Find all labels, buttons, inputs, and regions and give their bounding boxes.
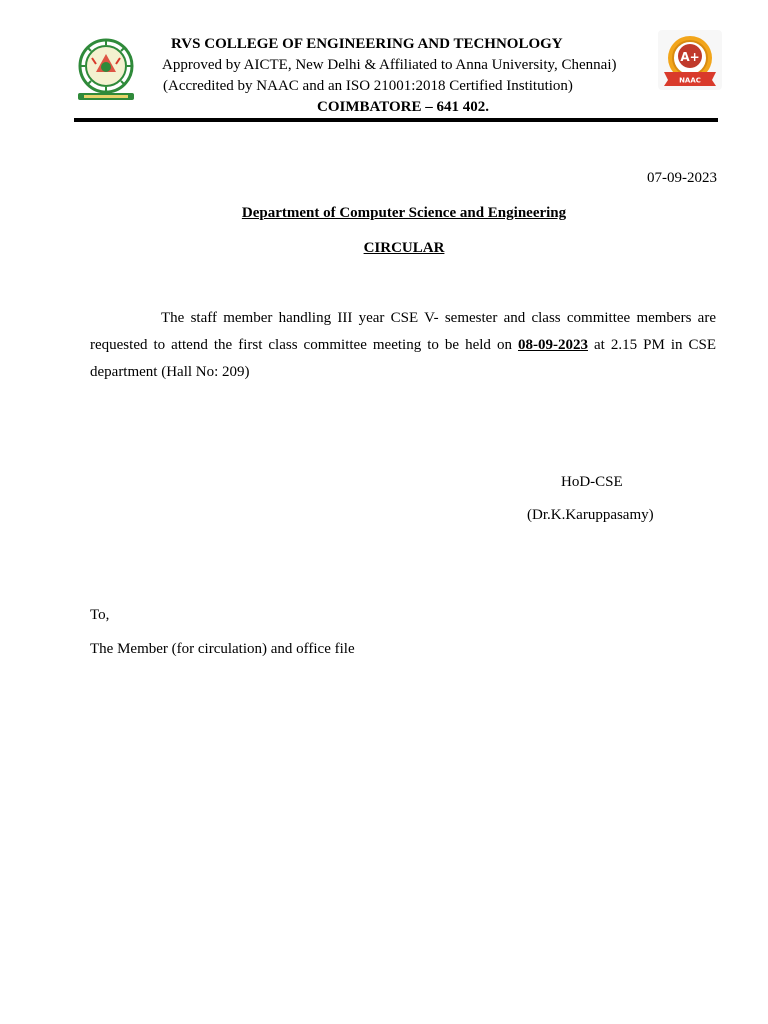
circular-date: 07-09-2023 <box>647 170 717 186</box>
department-heading: Department of Computer Science and Engineering <box>241 205 567 221</box>
meeting-date: 08-09-2023 <box>517 337 588 353</box>
header-divider <box>74 118 718 122</box>
college-name: RVS COLLEGE OF ENGINEERING AND TECHNOLOGY <box>171 36 563 52</box>
city-line: COIMBATORE – 641 402. <box>317 99 489 115</box>
approval-line: Approved by AICTE, New Delhi & Affiliated to Anna University, Chennai) <box>162 57 617 73</box>
circular-title: CIRCULAR <box>363 240 445 256</box>
recipient-line: The Member (for circulation) and office file <box>90 641 355 657</box>
badge-label: NAAC <box>679 76 701 85</box>
to-label: To, <box>90 607 110 623</box>
naac-a-plus-badge-icon <box>658 30 722 90</box>
badge-grade: A+ <box>680 50 700 64</box>
circular-body <box>90 305 716 386</box>
college-emblem-icon <box>74 38 138 102</box>
body-text-before-date: The staff member handling III year CSE V- semester and class committee members are requested to attend the first class committee meeting to be held on <box>90 310 716 353</box>
accreditation-line: (Accredited by NAAC and an ISO 21001:2018 Certified Institution) <box>163 78 573 94</box>
signatory-name: (Dr.K.Karuppasamy) <box>527 507 654 523</box>
body-text-after-date: at 2.15 PM in CSE department (Hall No: 209) <box>90 337 717 380</box>
signatory-role: HoD-CSE <box>561 474 623 490</box>
